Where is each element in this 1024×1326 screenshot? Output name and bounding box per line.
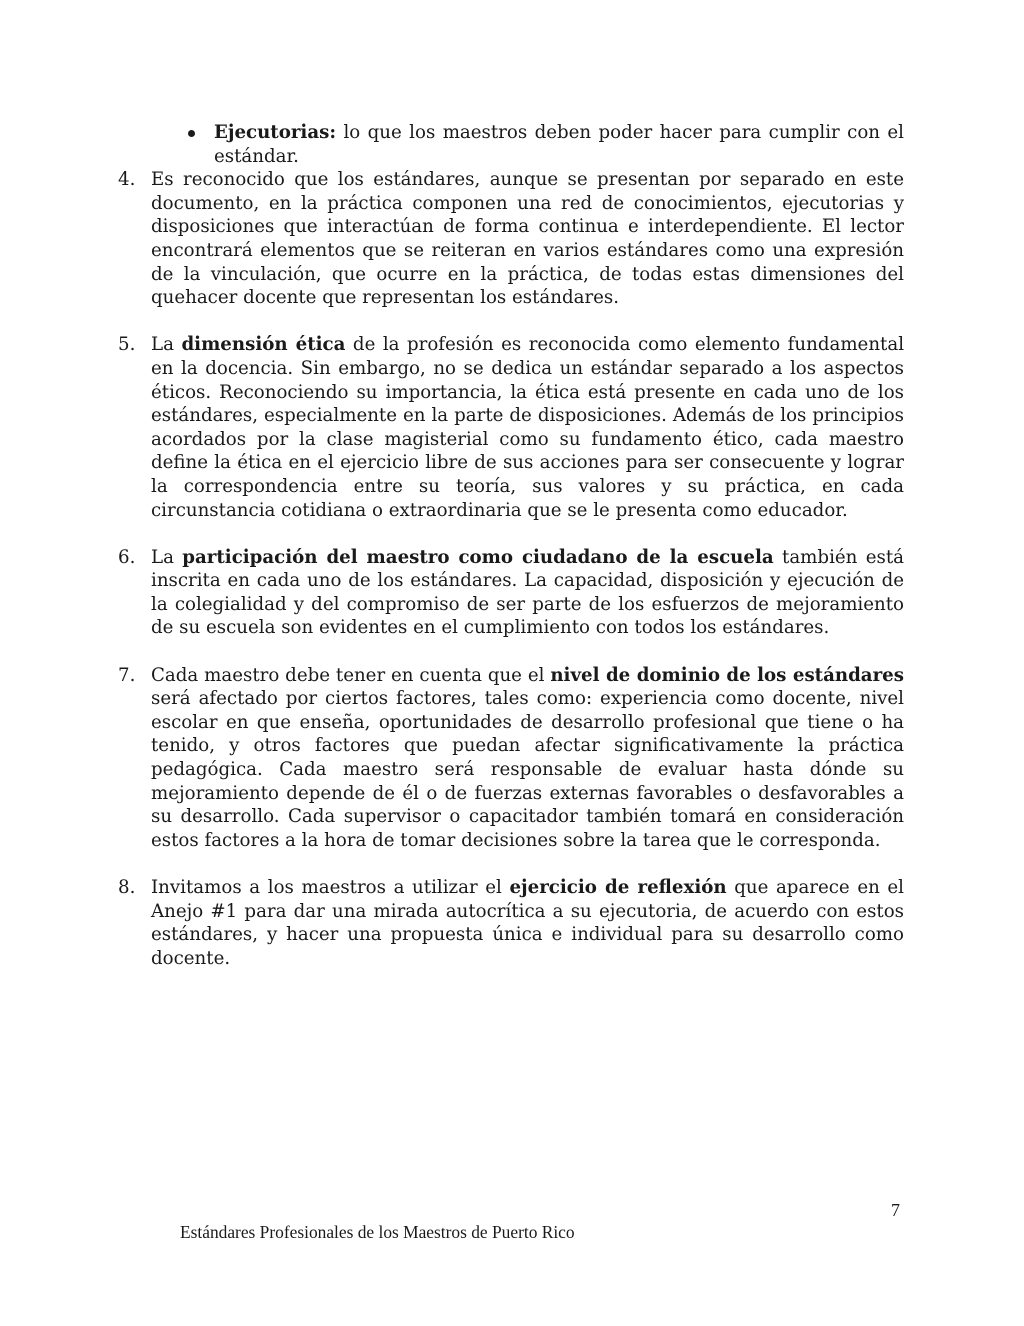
list-item bbox=[118, 546, 904, 640]
list-item-text: La bbox=[151, 546, 183, 568]
list-item-text: Cada maestro debe tener en cuenta que el bbox=[151, 664, 551, 686]
list-item-text: de la profesión es reconocida como elemento fundamental en la docencia. Sin embargo, no se dedica un estándar separado a los aspectos éticos. Reconociendo su importancia, la ética está presente en cada uno de los estándares, especialmente en la parte de disposiciones. Además de los principios acordados por la clase magisterial como su fundamento ético, cada maestro define la ética en el ejercicio libre de sus acciones para ser consecuente y lograr la correspondencia entre su teoría, sus valores y su práctica, en cada circunstancia cotidiana o extraordinaria que se le presenta como educador. bbox=[151, 334, 905, 521]
footer: Estándares Profesionales de los Maestros de Puerto Rico bbox=[180, 1222, 575, 1242]
list-item-number: 8. bbox=[118, 877, 136, 898]
list-item-text: será afectado por ciertos factores, tales como: experiencia como docente, nivel escolar en que enseña, oportunidades de desarrollo profesional que tiene o ha tenido, y otros factores que puedan afectar significativamente la práctica pedagógica. Cada maestro será responsable de evaluar hasta dónde su mejoramiento depende de él o de fuerzas externas favorables o desfavorables a su desarrollo. Cada supervisor o capacitador también tomará en consideración estos factores a la hora de tomar decisiones sobre la tarea que le corresponda. bbox=[151, 688, 904, 851]
list-item-text: también está inscrita en cada uno de los estándares. La capacidad, disposición y ejecución de la colegialidad y del compromiso de ser parte de los esfuerzos de mejoramiento de su escuela son evidentes en el cumplimiento con todos los estándares. bbox=[151, 546, 904, 639]
list-item-number: 7. bbox=[118, 664, 136, 686]
list-item bbox=[118, 168, 904, 310]
bold-term: participación del maestro como ciudadano de la escuela bbox=[182, 546, 774, 568]
bullet-term: Ejecutorias: bbox=[214, 122, 337, 143]
numbered-list bbox=[118, 168, 904, 970]
list-item-number: 5. bbox=[118, 334, 136, 356]
bullet-item-ejecutorias bbox=[118, 121, 904, 168]
list-item-text: La bbox=[151, 334, 182, 356]
list-item-text: Es reconocido que los estándares, aunque se presentan por separado en este documento, en la práctica componen una red de conocimientos, ejecutorias y disposiciones que interactúan de forma continua e interdependiente. El lector encontrará elementos que se reiteran en varios estándares como una expresión de la vinculación, que ocurre en la práctica, de todas estas dimensiones del quehacer docente que representan los estándares. bbox=[151, 169, 904, 309]
bold-term: dimensión ética bbox=[181, 334, 346, 356]
list-item bbox=[118, 333, 904, 522]
bullet-text: lo que los maestros deben poder hacer para cumplir con el estándar. bbox=[214, 122, 904, 167]
list-item-text: que aparece en el Anejo #1 para dar una mirada autocrítica a su ejecutoria, de acuerdo con estos estándares, y hacer una propuesta única e individual para su desarrollo como docente. bbox=[151, 877, 905, 969]
list-item-number: 6. bbox=[118, 546, 136, 568]
bold-term: ejercicio de reflexión bbox=[509, 877, 727, 898]
page-number: 7 bbox=[891, 1200, 900, 1220]
list-item bbox=[118, 876, 904, 970]
bold-term: nivel de dominio de los estándares bbox=[550, 664, 904, 686]
list-item-text: Invitamos a los maestros a utilizar el bbox=[151, 877, 510, 898]
list-item-number: 4. bbox=[118, 169, 136, 191]
bullet-icon bbox=[188, 130, 195, 137]
document-body bbox=[118, 121, 904, 970]
list-item bbox=[118, 664, 904, 853]
